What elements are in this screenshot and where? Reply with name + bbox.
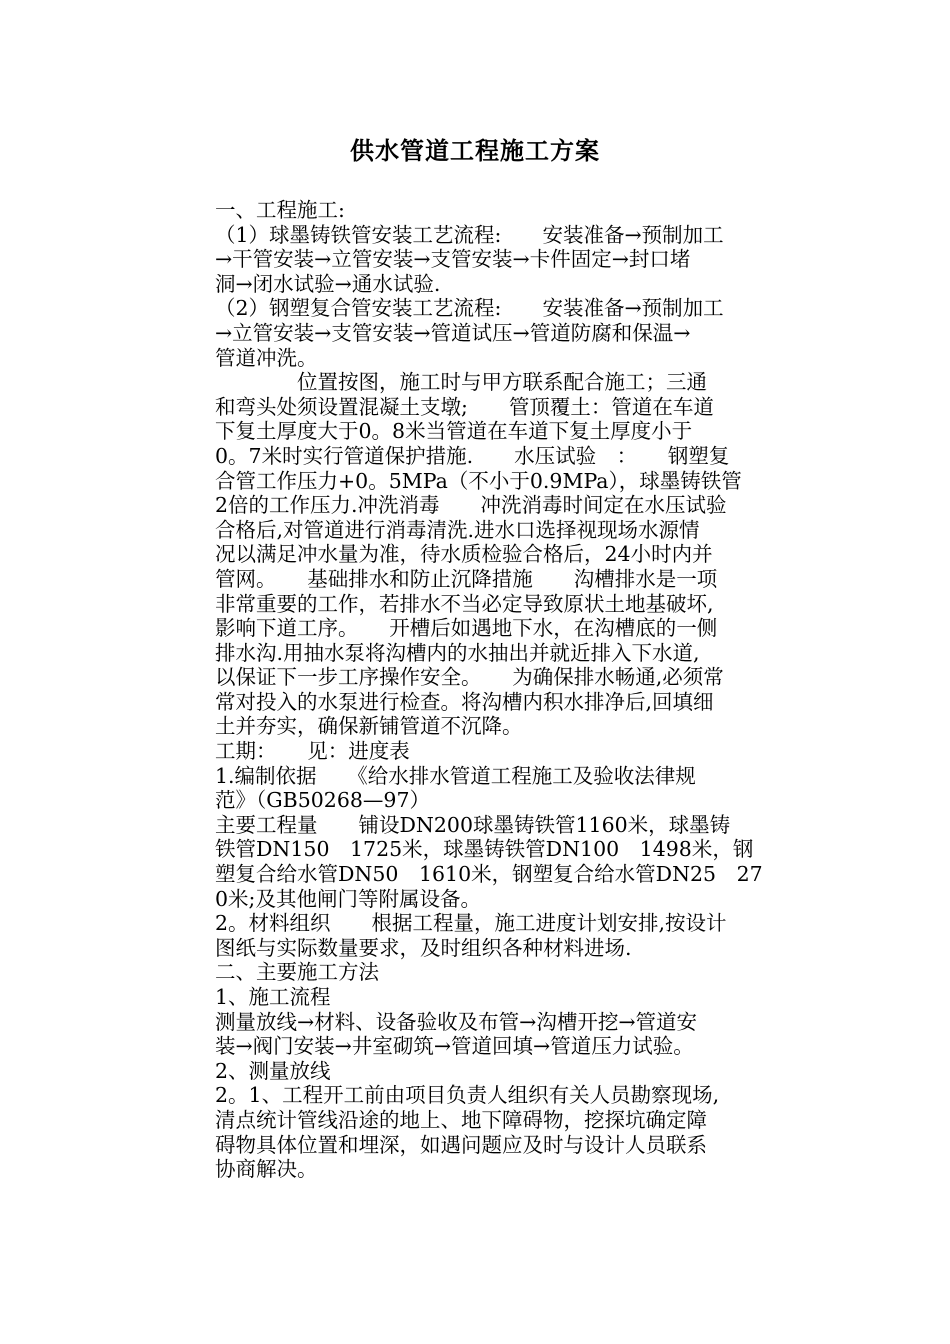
text-line: 主要工程量 铺设DN200球墨铸铁管1160米，球墨铸: [215, 812, 731, 837]
text-line: 和弯头处须设置混凝土支墩; 管顶覆土：管道在车道: [215, 394, 714, 419]
text-line: （2）钢塑复合管安装工艺流程: 安装准备→预制加工: [215, 296, 724, 321]
text-line: 下复土厚度大于0。8米当管道在车道下复土厚度小于: [215, 419, 693, 444]
text-line: 测量放线→材料、设备验收及布管→沟槽开挖→管道安: [215, 1009, 698, 1034]
text-line: 图纸与实际数量要求，及时组织各种材料进场.: [215, 935, 632, 960]
text-line: 0。7米时实行管道保护措施. 水压试验 ： 钢塑复: [215, 443, 730, 468]
text-line: 管道冲洗。: [215, 345, 318, 370]
text-line: 常对投入的水泵进行检查。将沟槽内积水排净后,回填细: [215, 689, 714, 714]
text-line: 铁管DN150 1725米，球墨铸铁管DN100 1498米，钢: [215, 837, 754, 862]
text-line: 二、主要施工方法: [215, 960, 379, 985]
text-line: （1）球墨铸铁管安装工艺流程: 安装准备→预制加工: [215, 222, 724, 247]
text-line: 合管工作压力+0。5MPa（不小于0.9MPa），球墨铸铁管: [215, 468, 742, 493]
text-line: →立管安装→支管安装→管道试压→管道防腐和保温→: [215, 320, 691, 345]
text-line: 2。1、工程开工前由项目负责人组织有关人员勘察现场,: [215, 1083, 720, 1108]
text-line: 排水沟.用抽水泵将沟槽内的水抽出并就近排入下水道,: [215, 640, 700, 665]
text-line: 1、施工流程: [215, 985, 331, 1009]
text-line: 土并夯实，确保新铺管道不沉降。: [215, 714, 523, 739]
text-line: 碍物具体位置和埋深，如遇问题应及时与设计人员联系: [215, 1132, 707, 1157]
text-line: 塑复合给水管DN50 1610米，钢塑复合给水管DN25 27: [215, 862, 763, 887]
text-line: 2倍的工作压力.冲洗消毒 冲洗消毒时间定在水压试验: [215, 493, 727, 518]
text-line: →干管安装→立管安装→支管安装→卡件固定→封口堵: [215, 247, 691, 272]
text-line: 范》（GB50268—97）: [215, 788, 430, 813]
text-line: 合格后,对管道进行消毒清洗.进水口选择视现场水源情: [215, 517, 700, 542]
text-line: 工期： 见：进度表: [215, 739, 410, 764]
text-line: 以保证下一步工序操作安全。 为确保排水畅通,必须常: [215, 665, 724, 690]
text-line: 位置按图，施工时与甲方联系配合施工；三通: [215, 370, 707, 395]
text-line: 管网。 基础排水和防止沉降措施 沟槽排水是一项: [215, 566, 718, 591]
text-line: 装→阀门安装→井室砌筑→管道回填→管道压力试验。: [215, 1034, 694, 1059]
text-line: 2、测量放线: [215, 1058, 331, 1083]
text-line: 非常重要的工作，若排水不当必定导致原状土地基破坏,: [215, 591, 714, 616]
text-line: 0米;及其他闸门等附属设备。: [215, 886, 481, 911]
document-body: [215, 198, 807, 1182]
text-line: 2。材料组织 根据工程量，施工进度计划安排,按设计: [215, 911, 727, 936]
text-line: 一、工程施工:: [215, 198, 345, 222]
text-line: 协商解决。: [215, 1157, 318, 1182]
text-line: 况以满足冲水量为准，待水质检验合格后，24小时内并: [215, 542, 713, 567]
document-title: 供水管道工程施工方案: [350, 137, 600, 165]
text-line: 1.编制依据 《给水排水管道工程施工及验收法律规: [215, 763, 696, 788]
text-line: 洞→闭水试验→通水试验.: [215, 271, 441, 296]
text-line: 影响下道工序。 开槽后如遇地下水，在沟槽底的一侧: [215, 616, 718, 641]
text-line: 清点统计管线沿途的地上、地下障碍物，挖探坑确定障: [215, 1107, 707, 1132]
